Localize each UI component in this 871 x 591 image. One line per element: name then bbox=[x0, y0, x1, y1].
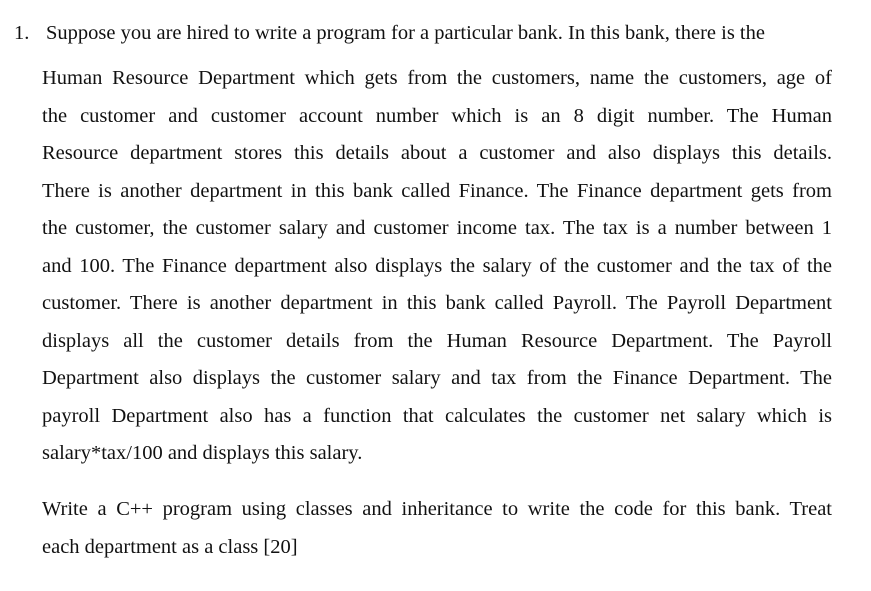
paragraph-2-line-1: Write a C++ program using classes and inheritance to write the code for this bank. Treat bbox=[42, 498, 832, 520]
paragraph-1-line-1: Suppose you are hired to write a program for a particular bank. In this bank, there is the bbox=[46, 22, 765, 44]
paragraph-1-line-9: displays all the customer details from the Human Resource Department. The Payroll bbox=[42, 330, 832, 352]
paragraph-1-line-12: salary*tax/100 and displays this salary. bbox=[42, 442, 363, 464]
paragraph-1-line-11: payroll Department also has a function that calculates the customer net salary which is bbox=[42, 405, 832, 427]
paragraph-1-line-2: Human Resource Department which gets from the customers, name the customers, age of bbox=[42, 67, 832, 89]
paragraph-1-line-7: and 100. The Finance department also displays the salary of the customer and the tax of the bbox=[42, 255, 832, 277]
paragraph-2-line-2: each department as a class [20] bbox=[42, 536, 298, 558]
paragraph-1-line-8: customer. There is another department in this bank called Payroll. The Payroll Department bbox=[42, 292, 832, 314]
paragraph-1-line-4: Resource department stores this details about a customer and also displays this details. bbox=[42, 142, 832, 164]
question-number: 1. bbox=[14, 22, 30, 44]
paragraph-1-line-10: Department also displays the customer salary and tax from the Finance Department. The bbox=[42, 367, 832, 389]
paragraph-1-line-6: the customer, the customer salary and customer income tax. The tax is a number between 1 bbox=[42, 217, 832, 239]
paragraph-1-line-5: There is another department in this bank called Finance. The Finance department gets from bbox=[42, 180, 832, 202]
paragraph-1-line-3: the customer and customer account number which is an 8 digit number. The Human bbox=[42, 105, 832, 127]
